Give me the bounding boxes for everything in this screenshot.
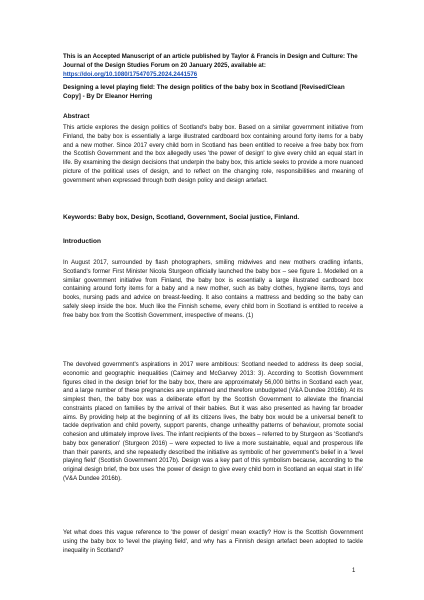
publication-notice-text: This is an Accepted Manuscript of an article published by Taylor & Francis in Design and Culture: The Journal of the Design Studies Forum on 20 January 2025, available at: bbox=[63, 53, 358, 69]
paragraph-2-part-a: The devolved government's aspirations in 2017 were ambitious: Scotland needed to address its deep social, economic and geographic inequalities (Cairney and McGarvey 2013: 3). According to Scottish Government figures cited in the design brief for the baby box, there are approximately 56,000 births in Scotland each year, and a large number of these pregnancies are unplanned and therefore unbudgeted (V&A Dundee 2016b). At its simplest then, the baby box was a deliberate effort by the Scottish Government to alleviate the financial constraints placed on families by the arrival of their babies. But it was also presented as having far broader aims. By providing help at the beginning of bbox=[63, 362, 363, 421]
paragraph-3: Yet what does this vague reference to 'the power of design' mean exactly? How is the Scottish Government using the baby box to 'level the playing field', and why has a Finnish design artefact been adopted to tackle inequality in Scotland? bbox=[63, 530, 363, 554]
publication-notice bbox=[63, 52, 363, 79]
doi-link[interactable]: https://doi.org/10.1080/17547075.2024.2441576 bbox=[63, 71, 198, 78]
paragraph-2-emphasis: all bbox=[184, 414, 191, 421]
keywords: Keywords: Baby box, Design, Scotland, Government, Social justice, Finland. bbox=[63, 214, 300, 221]
paragraph-2 bbox=[63, 361, 363, 484]
page-number: 1 bbox=[352, 568, 356, 574]
abstract-text: This article explores the design politics of Scotland's baby box. Based on a similar government initiative from Finland, the baby box is essentially a large illustrated cardboard box containing around forty items for a baby and a new mother. Since 2017 every child born in Scotland has been entitled to receive a free baby box from the Scottish Government and the box allegedly uses 'the power of design' to give every child an equal start in life. By examining the design decisions that underpin the baby box, this article seeks to provide a more nuanced picture of the political uses of design, and to reflect on the changing role, responsibilities and meaning of government when expressed through both design policy and design artefact. bbox=[63, 125, 363, 184]
article-title: Designing a level playing field: The design politics of the baby box in Scotland [Revised/Clean Copy] - By Dr Eleanor Herring bbox=[63, 84, 345, 100]
introduction-heading: Introduction bbox=[63, 238, 101, 245]
paragraph-2-part-b: its citizens lives, the baby box would be a universal benefit to tackle deprivation and child poverty, support parents, change unhealthy patterns of behaviour, promote social cohesion and ultimately improve lives. The infant recipients of the boxes – referred to by Sturgeon as 'Scotland's baby box generation' (Sturgeon 2016) – were expected to live a more sustainable, equal and prosperous life than their parents, and she repeatedly described the initiative as symbolic of her government's belief in a 'level playing field' (Scottish Government 2017b). Design was a key part of this symbolism because, according to the original design brief, the box uses 'the power of design to give every child born in Scotland an equal start in life' (V&A Dundee 2016b). bbox=[63, 414, 364, 482]
abstract-heading: Abstract bbox=[63, 113, 90, 120]
paragraph-1: In August 2017, surrounded by flash photographers, smiling midwives and new mothers cradling infants, Scotland's former First Minister Nicola Sturgeon officially launched the baby box – see figure 1. Modelled on a similar government initiative from Finland, the baby box is essentially a large illustrated cardboard box containing around forty items for a baby and a new mother, such as baby clothes, hygiene items, toys and books, nursing pads and advice on breast-feeding. It also contains a mattress and bedding so the baby can safely sleep inside the box. Much like the Finnish scheme, every child born in Scotland is entitled to receive a free baby box from the Scottish Government, irrespective of means. (1) bbox=[63, 260, 363, 319]
